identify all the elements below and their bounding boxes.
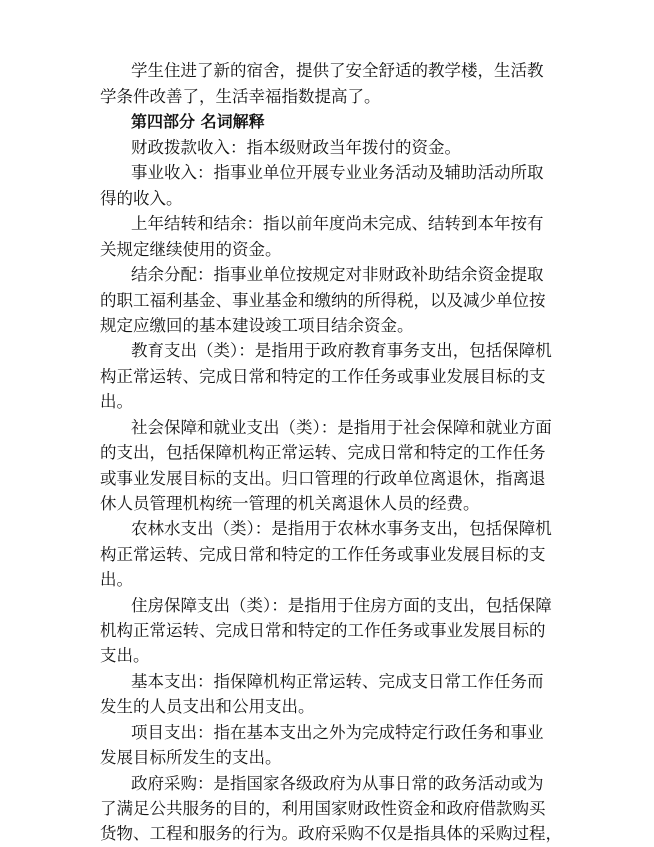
body-line: 财政拨款收入：指本级财政当年拨付的资金。 (131, 138, 461, 157)
body-line: 发展目标所发生的支出。 (100, 748, 282, 767)
body-line: 学生住进了新的宿舍，提供了安全舒适的教学楼，生活教 (131, 61, 544, 80)
body-line: 货物、工程和服务的行为。政府采购不仅是指具体的采购过程， (100, 824, 562, 843)
body-line: 规定应缴回的基本建设竣工项目结余资金。 (100, 316, 414, 335)
body-line: 社会保障和就业支出（类）：是指用于社会保障和就业方面 (131, 418, 552, 437)
body-line: 结余分配：指事业单位按规定对非财政补助结余资金提取 (131, 265, 544, 284)
body-line: 教育支出（类）：是指用于政府教育事务支出，包括保障机 (131, 341, 552, 360)
body-line: 关规定继续使用的资金。 (100, 240, 282, 259)
body-line: 住房保障支出（类）：是指用于住房方面的支出，包括保障 (131, 596, 552, 615)
body-line: 支出。 (100, 646, 150, 665)
body-line: 了满足公共服务的目的，利用国家财政性资金和政府借款购买 (100, 799, 546, 818)
body-line: 构正常运转、完成日常和特定的工作任务或事业发展目标的支 (100, 367, 546, 386)
body-line: 农林水支出（类）：是指用于农林水事务支出，包括保障机 (131, 519, 552, 538)
body-line: 或事业发展目标的支出。归口管理的行政单位离退休，指离退 (100, 469, 546, 488)
body-line: 政府采购：是指国家各级政府为从事日常的政务活动或为 (131, 774, 544, 793)
body-line: 的职工福利基金、事业基金和缴纳的所得税，以及减少单位按 (100, 291, 546, 310)
body-line: 基本支出：指保障机构正常运转、完成支日常工作任务而 (131, 672, 544, 691)
body-line: 机构正常运转、完成日常和特定的工作任务或事业发展目标的 (100, 621, 546, 640)
section-heading: 第四部分 名词解释 (131, 112, 265, 131)
body-line: 出。 (100, 392, 133, 411)
body-line: 休人员管理机构统一管理的机关离退休人员的经费。 (100, 494, 480, 513)
body-line: 上年结转和结余：指以前年度尚未完成、结转到本年按有 (131, 214, 544, 233)
body-line: 的支出，包括保障机构正常运转、完成日常和特定的工作任务 (100, 443, 546, 462)
body-line: 学条件改善了，生活幸福指数提高了。 (100, 87, 381, 106)
body-line: 项目支出：指在基本支出之外为完成特定行政任务和事业 (131, 723, 544, 742)
body-line: 构正常运转、完成日常和特定的工作任务或事业发展目标的支 (100, 545, 546, 564)
body-line: 事业收入：指事业单位开展专业业务活动及辅助活动所取 (131, 163, 544, 182)
body-line: 得的收入。 (100, 189, 183, 208)
body-line: 出。 (100, 570, 133, 589)
body-line: 发生的人员支出和公用支出。 (100, 697, 315, 716)
